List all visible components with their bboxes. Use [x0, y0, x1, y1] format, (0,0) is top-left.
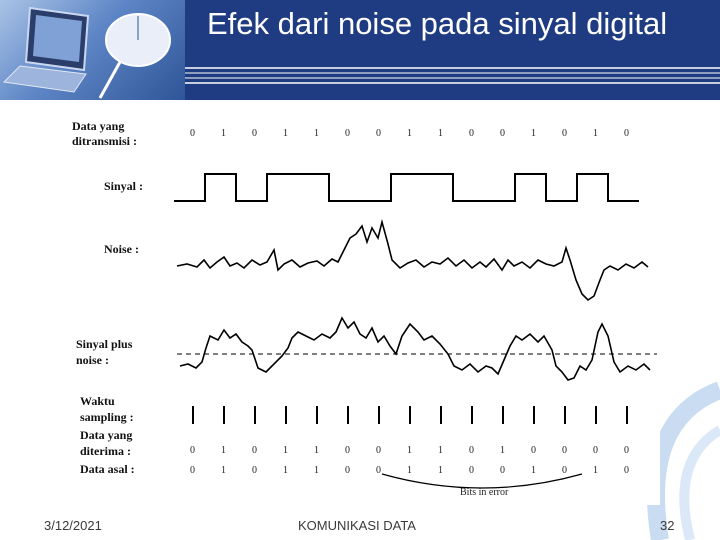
bit-value: 0 [345, 445, 350, 456]
bit-value: 1 [593, 128, 598, 139]
bit-value: 1 [531, 465, 536, 476]
bit-value: 0 [624, 465, 629, 476]
bit-value: 0 [376, 128, 381, 139]
bit-value: 0 [190, 445, 195, 456]
label-data-rx-2: diterima : [80, 444, 131, 458]
header-photo [0, 0, 185, 100]
noise-diagram-svg [62, 110, 660, 505]
bit-value: 0 [190, 465, 195, 476]
label-data-tx-2: ditransmisi : [72, 134, 138, 148]
label-data-tx-1: Data yang [72, 119, 125, 133]
bit-value: 1 [593, 465, 598, 476]
bit-value: 0 [469, 465, 474, 476]
label-data-rx-1: Data yang [80, 428, 133, 442]
label-sampling-2: sampling : [80, 410, 134, 424]
bit-value: 0 [345, 465, 350, 476]
bit-value: 0 [345, 128, 350, 139]
noise-diagram [62, 110, 660, 505]
bit-value: 1 [438, 128, 443, 139]
bit-value: 1 [314, 465, 319, 476]
bit-value: 0 [593, 445, 598, 456]
bit-value: 0 [500, 128, 505, 139]
label-noise: Noise : [104, 242, 139, 256]
footer-title: KOMUNIKASI DATA [298, 518, 416, 533]
bit-value: 0 [252, 445, 257, 456]
label-bits-in-error: Bits in error [460, 487, 509, 498]
bit-value: 0 [376, 445, 381, 456]
error-bracket [382, 474, 582, 488]
bit-value: 1 [314, 128, 319, 139]
original-bits-row [190, 465, 629, 476]
label-data-orig: Data asal : [80, 462, 135, 476]
label-signal: Sinyal : [104, 179, 144, 193]
laptop-mouse-image [0, 0, 185, 100]
label-sampling-1: Waktu [80, 394, 115, 408]
bit-value: 0 [624, 128, 629, 139]
slide-title: Efek dari noise pada sinyal digital [207, 6, 668, 41]
bit-value: 0 [469, 445, 474, 456]
sampling-ticks [193, 406, 627, 424]
received-bits-row [190, 445, 629, 456]
slide-header [0, 0, 720, 100]
bit-value: 0 [562, 128, 567, 139]
bit-value: 1 [438, 445, 443, 456]
bit-value: 0 [624, 445, 629, 456]
bit-value: 0 [500, 465, 505, 476]
bit-value: 0 [531, 445, 536, 456]
label-signal-noise-1: Sinyal plus [76, 337, 133, 351]
bit-value: 1 [407, 445, 412, 456]
title-decor-lines [185, 66, 720, 88]
page-number: 32 [660, 518, 675, 533]
bit-value: 0 [376, 465, 381, 476]
bit-value: 1 [283, 128, 288, 139]
bit-value: 1 [500, 445, 505, 456]
bit-value: 0 [190, 128, 195, 139]
transmitted-bits-row [190, 128, 629, 139]
bit-value: 0 [252, 128, 257, 139]
bit-value: 1 [221, 445, 226, 456]
bit-value: 1 [314, 445, 319, 456]
bit-value: 0 [562, 445, 567, 456]
bit-value: 1 [221, 465, 226, 476]
bit-value: 0 [469, 128, 474, 139]
bit-value: 0 [252, 465, 257, 476]
bit-value: 0 [562, 465, 567, 476]
bit-value: 1 [438, 465, 443, 476]
bit-value: 1 [283, 465, 288, 476]
bit-value: 1 [531, 128, 536, 139]
signal-plus-noise-waveform [180, 318, 650, 380]
footer-date: 3/12/2021 [44, 518, 102, 533]
bit-value: 1 [283, 445, 288, 456]
label-signal-noise-2: noise : [76, 353, 109, 367]
noise-waveform [177, 222, 648, 300]
bit-value: 1 [407, 128, 412, 139]
bit-value: 1 [221, 128, 226, 139]
signal-waveform [174, 174, 639, 201]
bit-value: 1 [407, 465, 412, 476]
